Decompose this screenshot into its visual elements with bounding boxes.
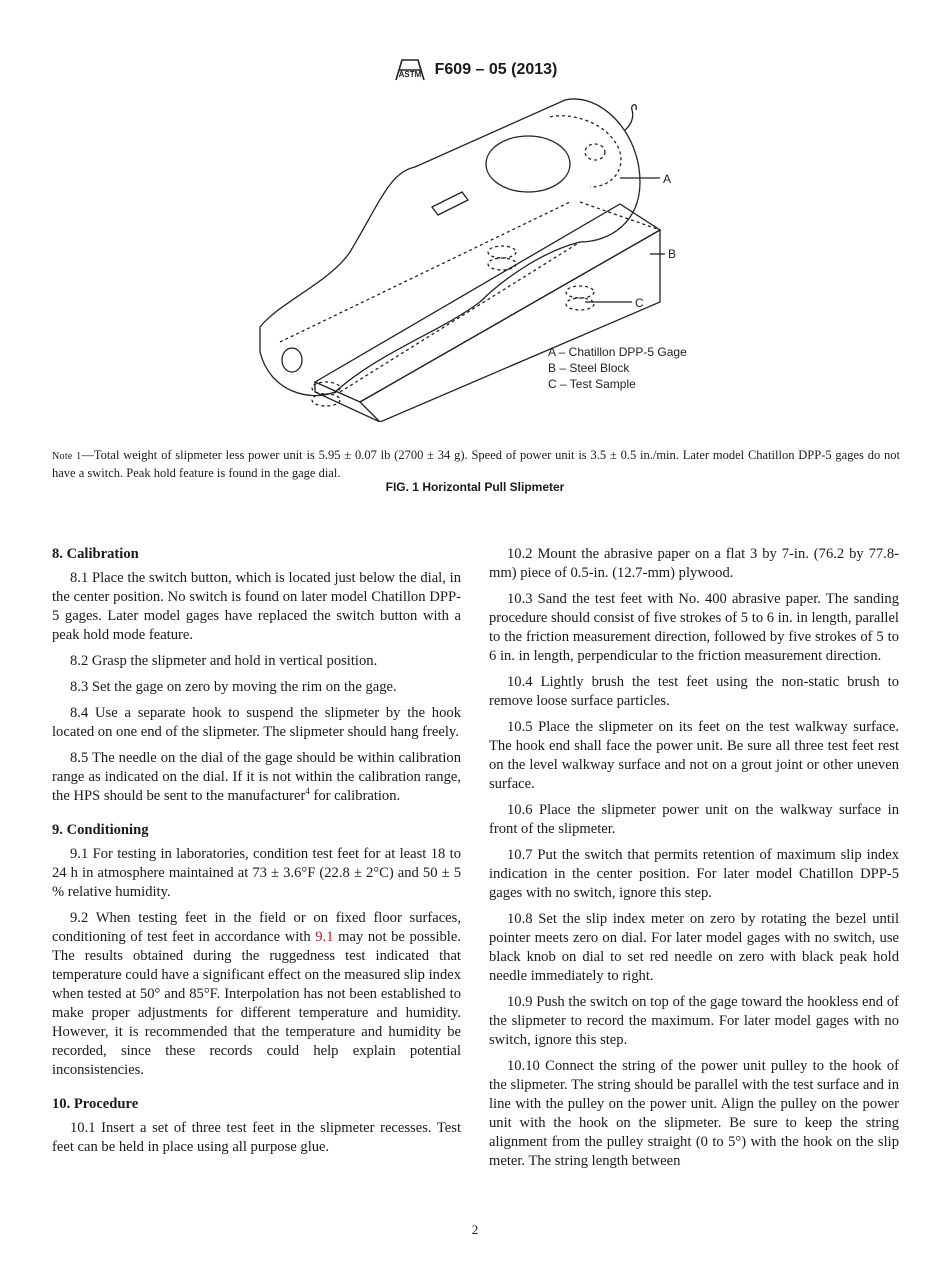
label-a: A xyxy=(663,172,672,186)
left-column xyxy=(52,545,461,1164)
gage-dial xyxy=(486,136,570,192)
gage-switch xyxy=(432,192,468,215)
para-8-2: 8.2 Grasp the slipmeter and hold in vertical position. xyxy=(70,653,378,669)
legend-item-a: A – Chatillon DPP-5 Gage xyxy=(548,345,687,359)
section-9-title: 9. Conditioning xyxy=(52,822,149,838)
para-10-9: 10.9 Push the switch on top of the gage toward the hookless end of the slipmeter to record the maximum. For later model gages with no switch, ignore this step. xyxy=(489,994,899,1048)
test-foot-1 xyxy=(488,246,516,258)
page-number: 2 xyxy=(471,1222,479,1237)
section-10-title: 10. Procedure xyxy=(52,1096,139,1112)
slipmeter-figure xyxy=(240,92,720,422)
section-8-title: 8. Calibration xyxy=(52,546,139,562)
label-b: B xyxy=(668,247,677,261)
para-10-3: 10.3 Sand the test feet with No. 400 abrasive paper. The sanding procedure should consist of five strokes of 5 to 6 in. in length, parallel to the friction measurement direction, followed by five strokes of 5 to 6 in. in length, perpendicular to the friction measurement direction. xyxy=(489,591,899,664)
ref-9-1-link[interactable]: 9.1 xyxy=(315,929,334,945)
para-10-8: 10.8 Set the slip index meter on zero by rotating the bezel until pointer meets zero on dial. For later model gages with no switch, use black knob on dial to set red needle on zero with black peak hold needle immediately to right. xyxy=(489,911,899,984)
legend-item-b: B – Steel Block xyxy=(548,361,630,375)
para-8-3: 8.3 Set the gage on zero by moving the rim on the gage. xyxy=(70,679,397,695)
para-10-6: 10.6 Place the slipmeter power unit on the walkway surface in front of the slipmeter. xyxy=(489,802,899,837)
astm-logo-icon xyxy=(393,56,427,84)
page-header xyxy=(0,56,950,84)
para-10-1: 10.1 Insert a set of three test feet in the slipmeter recesses. Test feet can be held in place using all purpose glue. xyxy=(52,1120,461,1155)
para-8-4: 8.4 Use a separate hook to suspend the slipmeter by the hook located on one end of the slipmeter. The slipmeter should hang freely. xyxy=(52,705,461,740)
logo-text: ASTM xyxy=(398,70,421,79)
figure-note xyxy=(52,447,900,482)
right-column xyxy=(489,545,899,1178)
para-10-10: 10.10 Connect the string of the power unit pulley to the hook of the slipmeter. The string should be parallel with the test surface and in line with the pulley on the power unit. Align the pulley on the power unit with the hook on the slipmeter. Be sure to keep the string alignment from the pulley straight (0 to 5°) with the hook on the slip meter. The string length between xyxy=(489,1058,899,1169)
para-10-2: 10.2 Mount the abrasive paper on a flat 3 by 7-in. (76.2 by 77.8-mm) piece of 0.5-in. (12.7-mm) plywood. xyxy=(489,546,899,581)
para-9-1: 9.1 For testing in laboratories, condition test feet for at least 18 to 24 h in atmosphere maintained at 73 ± 3.6°F (22.8 ± 2°C) and 50 ± 5 % relative humidity. xyxy=(52,846,461,900)
para-8-1: 8.1 Place the switch button, which is located just below the dial, in the center position. No switch is found on later model Chatillon DPP-5 gages. Later model gages have replaced the switch button with a peak hold mode feature. xyxy=(52,570,461,643)
para-10-5: 10.5 Place the slipmeter on its feet on the test walkway surface. The hook end shall face the power unit. Be sure all three test feet rest on the level walkway surface and not on a grout joint or other uneven surface. xyxy=(489,719,899,792)
note-label: Note 1 xyxy=(52,451,82,462)
test-foot-3 xyxy=(312,382,340,394)
para-10-4: 10.4 Lightly brush the test feet using the non-static brush to remove loose surface particles. xyxy=(489,674,899,709)
note-text: —Total weight of slipmeter less power unit is 5.95 ± 0.07 lb (2700 ± 34 g). Speed of power unit is 3.5 ± 0.5 in./min. Later model Chatillon DPP-5 gages do not have a switch. Peak hold feature is found in the gage dial. xyxy=(52,448,900,480)
legend-item-c: C – Test Sample xyxy=(548,377,636,391)
test-foot-2 xyxy=(566,286,594,298)
figure-caption: FIG. 1 Horizontal Pull Slipmeter xyxy=(385,480,565,494)
label-c: C xyxy=(635,296,644,310)
para-9-2: 9.2 When testing feet in the field or on fixed floor surfaces, conditioning of test feet in accordance with 9.1 may not be possible. The results obtained during the ruggedness test indicated that temperature could have a significant effect on the measured slip index when tested at 50° and 85°F. Interpolation has not been established to make proper adjustments for different temperature and humidity. However, it is recommended that the temperature and humidity be recorded, since these records could help explain potential inconsistencies. xyxy=(52,910,462,1078)
para-8-5: 8.5 The needle on the dial of the gage should be within calibration range as indicated on the dial. If it is not within the calibration range, the HPS should be sent to the manufacturer$^4$ for calibration. xyxy=(52,750,461,804)
standard-designation: F609 – 05 (2013) xyxy=(434,61,558,78)
para-10-7: 10.7 Put the switch that permits retention of maximum slip index indication in the center position. For later model Chatillon DPP-5 gages with no switch, ignore this step. xyxy=(489,847,899,901)
footnote-ref: 4 xyxy=(305,786,310,797)
hook xyxy=(625,105,636,130)
